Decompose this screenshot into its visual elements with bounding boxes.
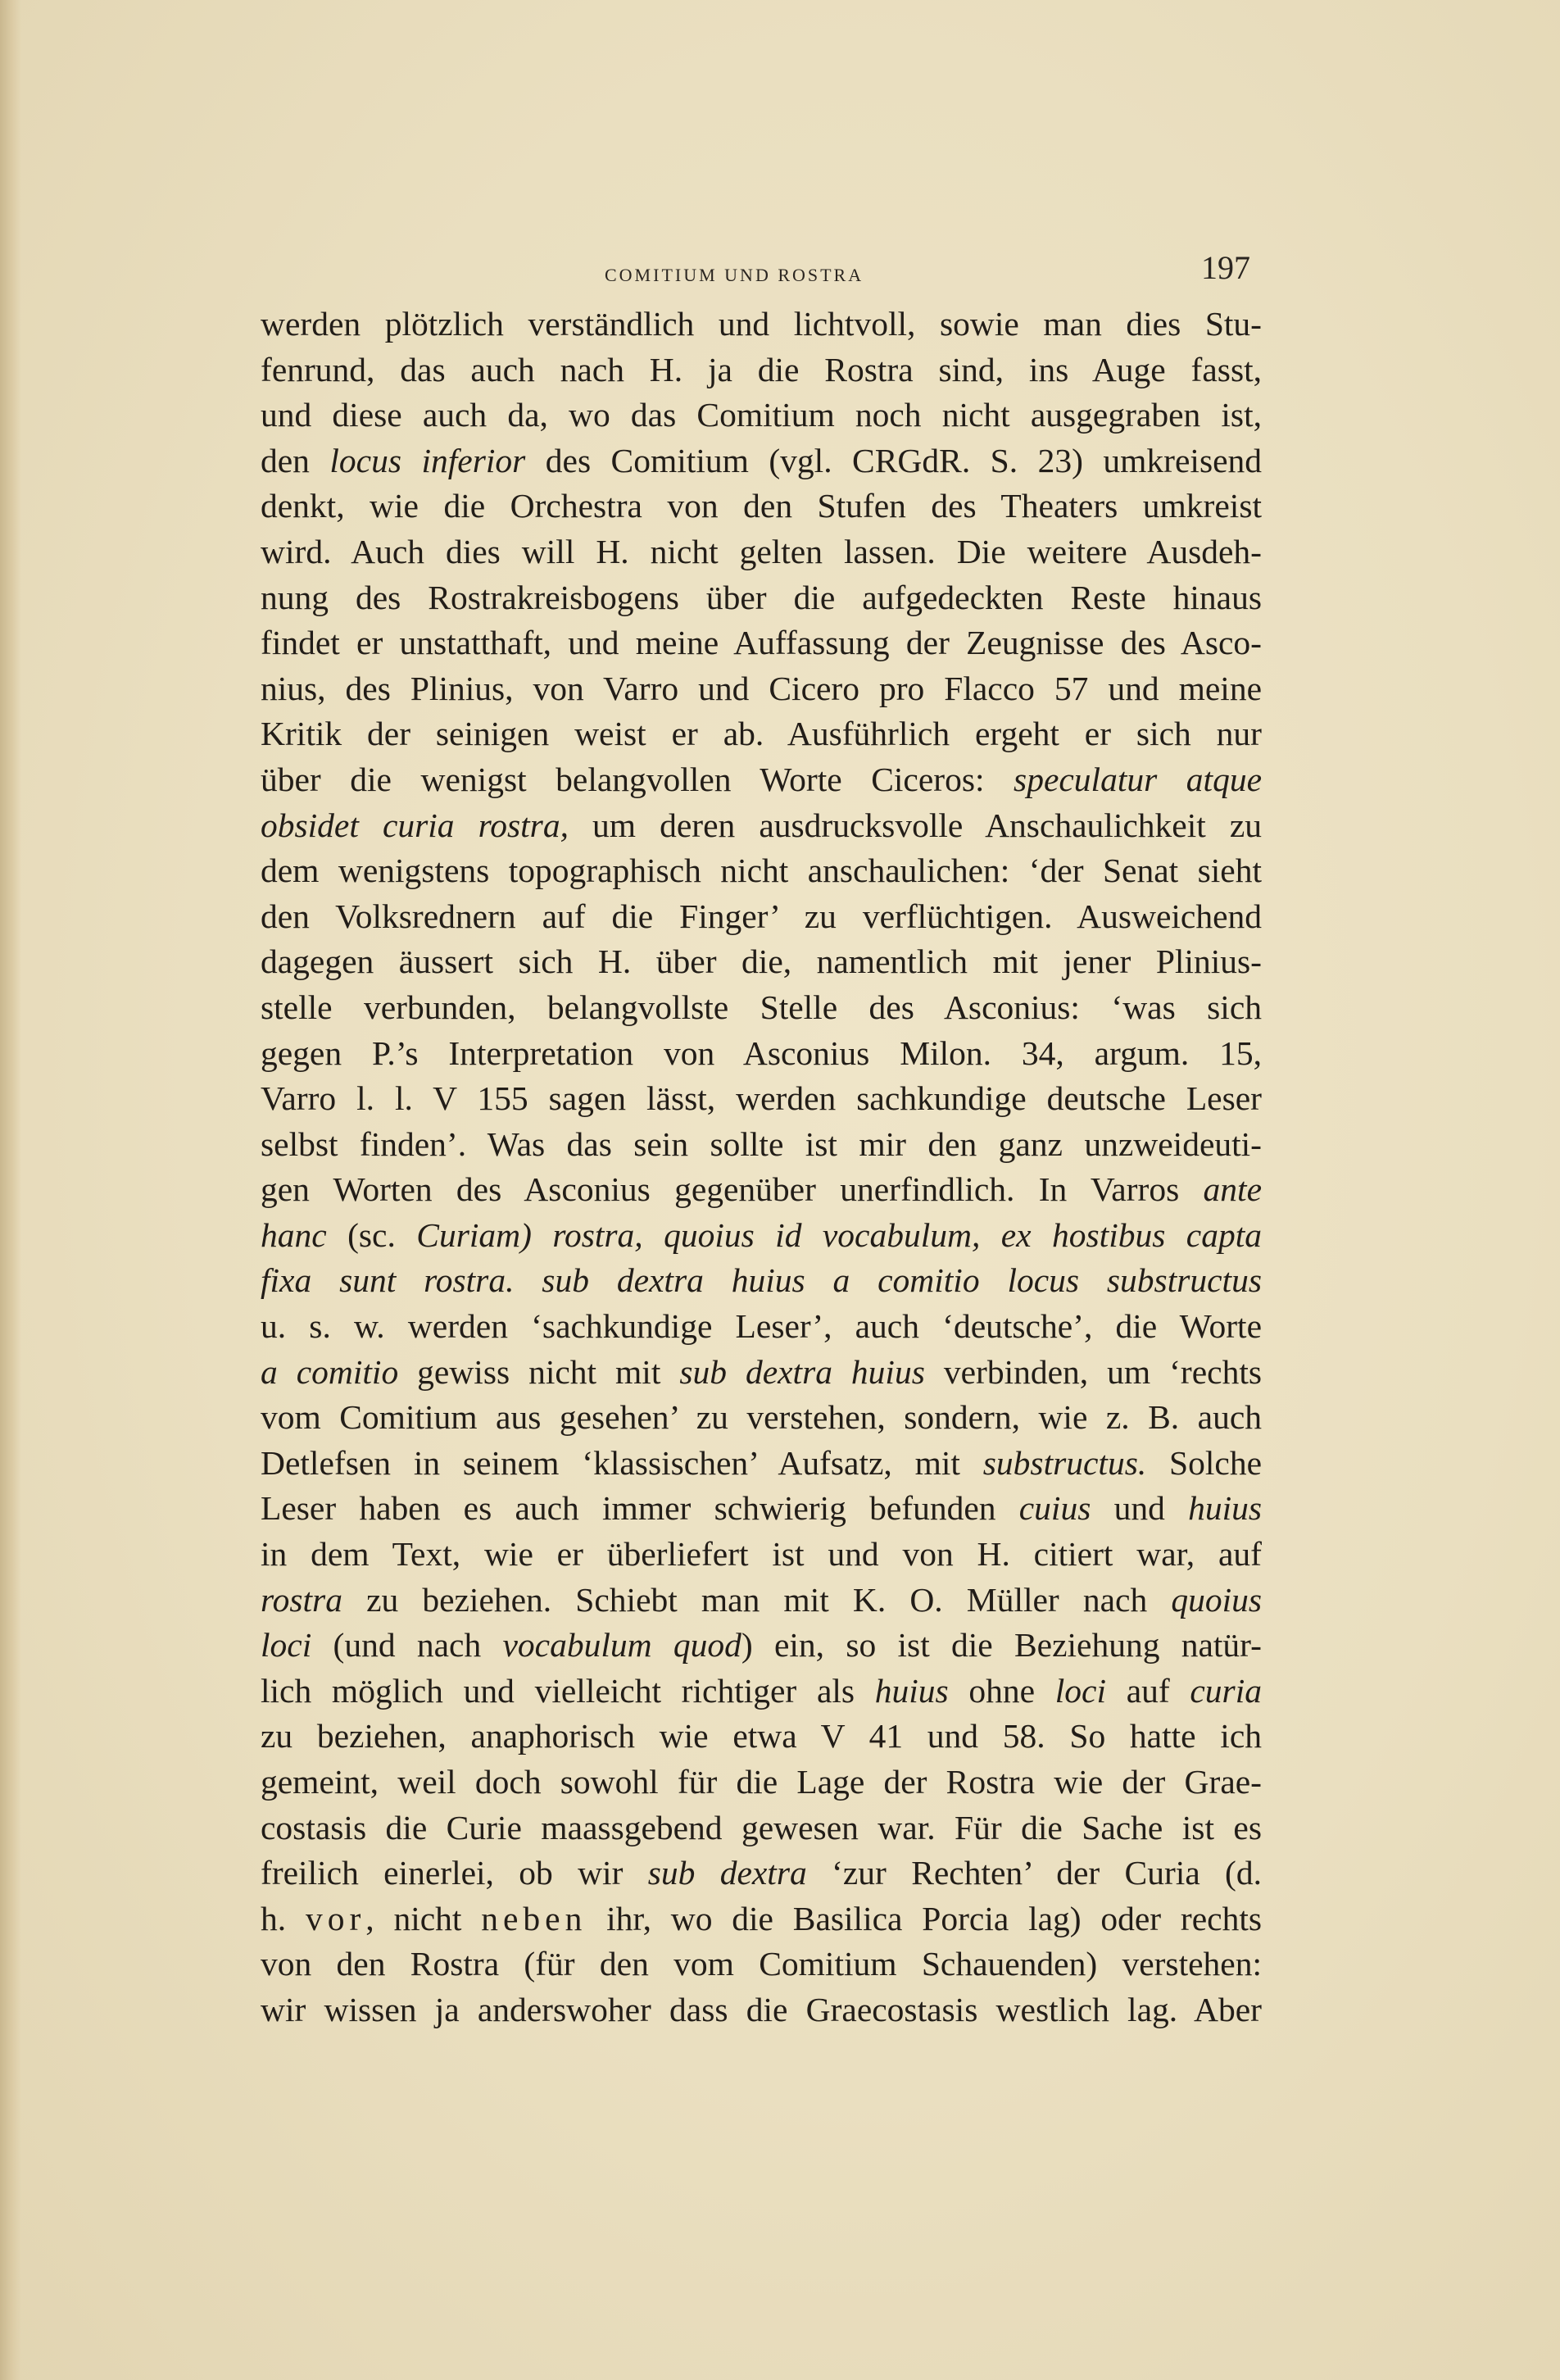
line-text: nung des Rostrakreisbogens über die aufgedeckten Reste hinaus xyxy=(261,578,1262,616)
text-line xyxy=(261,1532,1262,1578)
text-line xyxy=(261,1395,1262,1441)
body-text xyxy=(261,302,1262,2033)
line-text: vom Comitium aus gesehen’ zu verstehen, sondern, wie z. B. auch xyxy=(261,1398,1262,1437)
text-line xyxy=(261,1578,1262,1624)
line-text: freilich einerlei, ob wir xyxy=(261,1854,648,1892)
text-line xyxy=(261,1076,1262,1122)
line-text: Leser haben es auch immer schwierig befunden xyxy=(261,1489,1019,1528)
line-text: ) ein, so ist die Beziehung natür- xyxy=(741,1626,1262,1665)
page-number: 197 xyxy=(1201,249,1250,286)
line-text: auf xyxy=(1106,1671,1190,1710)
line-text: u. s. w. werden ‘sachkundige Leser’, auch ‘deutsche’, die Worte xyxy=(261,1307,1262,1346)
text-line xyxy=(261,1441,1262,1487)
italic-text: loci xyxy=(261,1626,312,1665)
text-line xyxy=(261,1167,1262,1213)
line-text: wird. Auch dies will H. nicht gelten lassen. Die weitere Ausdeh- xyxy=(261,532,1262,570)
text-line xyxy=(261,438,1262,484)
text-line xyxy=(261,1805,1262,1851)
text-line xyxy=(261,1942,1262,1987)
text-line xyxy=(261,1258,1262,1304)
text-line xyxy=(261,302,1262,347)
line-text: gegen P.’s Interpretation von Asconius Milon. 34, argum. 15, xyxy=(261,1033,1262,1072)
text-line xyxy=(261,803,1262,849)
text-line xyxy=(261,894,1262,940)
text-line xyxy=(261,666,1262,712)
line-text: selbst finden’. Was das sein sollte ist mir den ganz unzweideuti- xyxy=(261,1124,1262,1163)
line-text: dem wenigstens topographisch nicht anschaulichen: ‘der Senat sieht xyxy=(261,852,1262,890)
line-text: und diese auch da, wo das Comitium noch nicht ausgegraben ist, xyxy=(261,396,1262,434)
line-text: (sc. xyxy=(326,1215,417,1254)
line-text: zu beziehen. Schiebt man mit K. O. Müller nach xyxy=(342,1580,1172,1619)
text-line xyxy=(261,620,1262,666)
line-text: zu beziehen, anaphorisch wie etwa V 41 und 58. So hatte ich xyxy=(261,1717,1262,1755)
line-text: den xyxy=(261,441,330,479)
italic-text: hanc xyxy=(261,1215,327,1254)
line-text: fenrund, das auch nach H. ja die Rostra sind, ins Auge fasst, xyxy=(261,350,1262,388)
italic-text: speculatur atque xyxy=(1014,760,1262,798)
text-line xyxy=(261,484,1262,529)
text-line xyxy=(261,1851,1262,1896)
text-line xyxy=(261,711,1262,757)
italic-text: loci xyxy=(1054,1671,1106,1710)
spaced-text: neben xyxy=(481,1899,587,1937)
text-line xyxy=(261,1987,1262,2033)
line-text: wir wissen ja anderswoher dass die Graecostasis westlich lag. Aber xyxy=(261,1990,1262,2028)
line-text: findet er unstatthaft, und meine Auffassung der Zeugnisse des Asco- xyxy=(261,624,1262,662)
text-line xyxy=(261,757,1262,803)
italic-text: obsidet curia rostra, xyxy=(261,806,569,844)
italic-text: vocabulum quod xyxy=(502,1626,741,1665)
line-text: um deren ausdrucksvolle Anschaulichkeit zu xyxy=(568,806,1262,844)
italic-text: huius xyxy=(1188,1489,1262,1528)
italic-text: Curiam) rostra, quoius id vocabulum, ex hostibus capta xyxy=(416,1215,1262,1254)
italic-text: ante xyxy=(1203,1170,1262,1209)
line-text: ohne xyxy=(948,1671,1055,1710)
italic-text: huius xyxy=(874,1671,949,1710)
text-line xyxy=(261,347,1262,393)
running-head xyxy=(261,248,1250,298)
italic-text: curia xyxy=(1190,1671,1262,1710)
italic-text: cuius xyxy=(1018,1489,1091,1528)
text-line xyxy=(261,1350,1262,1396)
line-text: h. xyxy=(261,1899,306,1937)
line-text: des Comitium (vgl. CRGdR. S. 23) umkreisend xyxy=(525,441,1263,479)
text-line xyxy=(261,1714,1262,1760)
text-line xyxy=(261,848,1262,894)
line-text: werden plötzlich verständlich und lichtvoll, sowie man dies Stu- xyxy=(261,305,1262,343)
italic-text: quoius xyxy=(1171,1580,1262,1619)
italic-text: sub dextra huius xyxy=(679,1352,925,1391)
line-text: in dem Text, wie er überliefert ist und von H. citiert war, auf xyxy=(261,1535,1262,1574)
text-line xyxy=(261,1304,1262,1350)
line-text: gemeint, weil doch sowohl für die Lage der Rostra wie der Grae- xyxy=(261,1763,1262,1801)
spaced-text: vor xyxy=(305,1899,366,1937)
line-text: , nicht xyxy=(365,1899,482,1937)
italic-text: sub dextra xyxy=(647,1854,807,1892)
italic-text: locus inferior xyxy=(329,441,526,479)
line-text: (und nach xyxy=(311,1626,503,1665)
line-text: gen Worten des Asconius gegenüber unerfindlich. In Varros xyxy=(261,1170,1204,1209)
line-text: costasis die Curie maassgebend gewesen war. Für die Sache ist es xyxy=(261,1808,1262,1846)
line-text: verbinden, um ‘rechts xyxy=(924,1352,1263,1391)
line-text: Varro l. l. V 155 sagen lässt, werden sachkundige deutsche Leser xyxy=(261,1079,1262,1118)
text-line xyxy=(261,529,1262,575)
text-line xyxy=(261,1031,1262,1077)
text-line xyxy=(261,985,1262,1031)
text-line xyxy=(261,1669,1262,1715)
line-text: Detlefsen in seinem ‘klassischen’ Aufsatz, mit xyxy=(261,1443,983,1482)
line-text: denkt, wie die Orchestra von den Stufen des Theaters umkreist xyxy=(261,487,1262,525)
text-line xyxy=(261,393,1262,438)
italic-text: substructus. xyxy=(982,1443,1147,1482)
line-text: stelle verbunden, belangvollste Stelle des Asconius: ‘was sich xyxy=(261,988,1262,1026)
italic-text: fixa sunt rostra. sub dextra huius a comitio locus substructus xyxy=(261,1261,1262,1300)
running-title: COMITIUM UND ROSTRA xyxy=(605,265,864,285)
line-text: nius, des Plinius, von Varro und Cicero pro Flacco 57 und meine xyxy=(261,669,1262,707)
text-line xyxy=(261,939,1262,985)
text-line xyxy=(261,575,1262,621)
line-text: lich möglich und vielleicht richtiger als xyxy=(261,1671,875,1710)
italic-text: a comitio xyxy=(261,1352,399,1391)
line-text: und xyxy=(1091,1489,1189,1528)
line-text: ‘zur Rechten’ der Curia (d. xyxy=(806,1854,1263,1892)
text-line xyxy=(261,1623,1262,1669)
line-text: von den Rostra (für den vom Comitium Schauenden) verstehen: xyxy=(261,1945,1262,1983)
line-text: gewiss nicht mit xyxy=(398,1352,680,1391)
text-line xyxy=(261,1486,1262,1532)
text-line xyxy=(261,1213,1262,1259)
text-line xyxy=(261,1760,1262,1805)
line-text: dagegen äussert sich H. über die, namentlich mit jener Plinius- xyxy=(261,942,1262,981)
line-text: Kritik der seinigen weist er ab. Ausführlich ergeht er sich nur xyxy=(261,715,1262,753)
text-line xyxy=(261,1122,1262,1168)
line-text: ihr, wo die Basilica Porcia lag) oder rechts xyxy=(587,1899,1263,1937)
text-line xyxy=(261,1896,1262,1942)
line-text: Solche xyxy=(1146,1443,1262,1482)
line-text: über die wenigst belangvollen Worte Ciceros: xyxy=(261,760,1014,798)
italic-text: rostra xyxy=(261,1580,342,1619)
binding-edge xyxy=(0,0,21,2380)
line-text: den Volksrednern auf die Finger’ zu verflüchtigen. Ausweichend xyxy=(261,897,1262,935)
